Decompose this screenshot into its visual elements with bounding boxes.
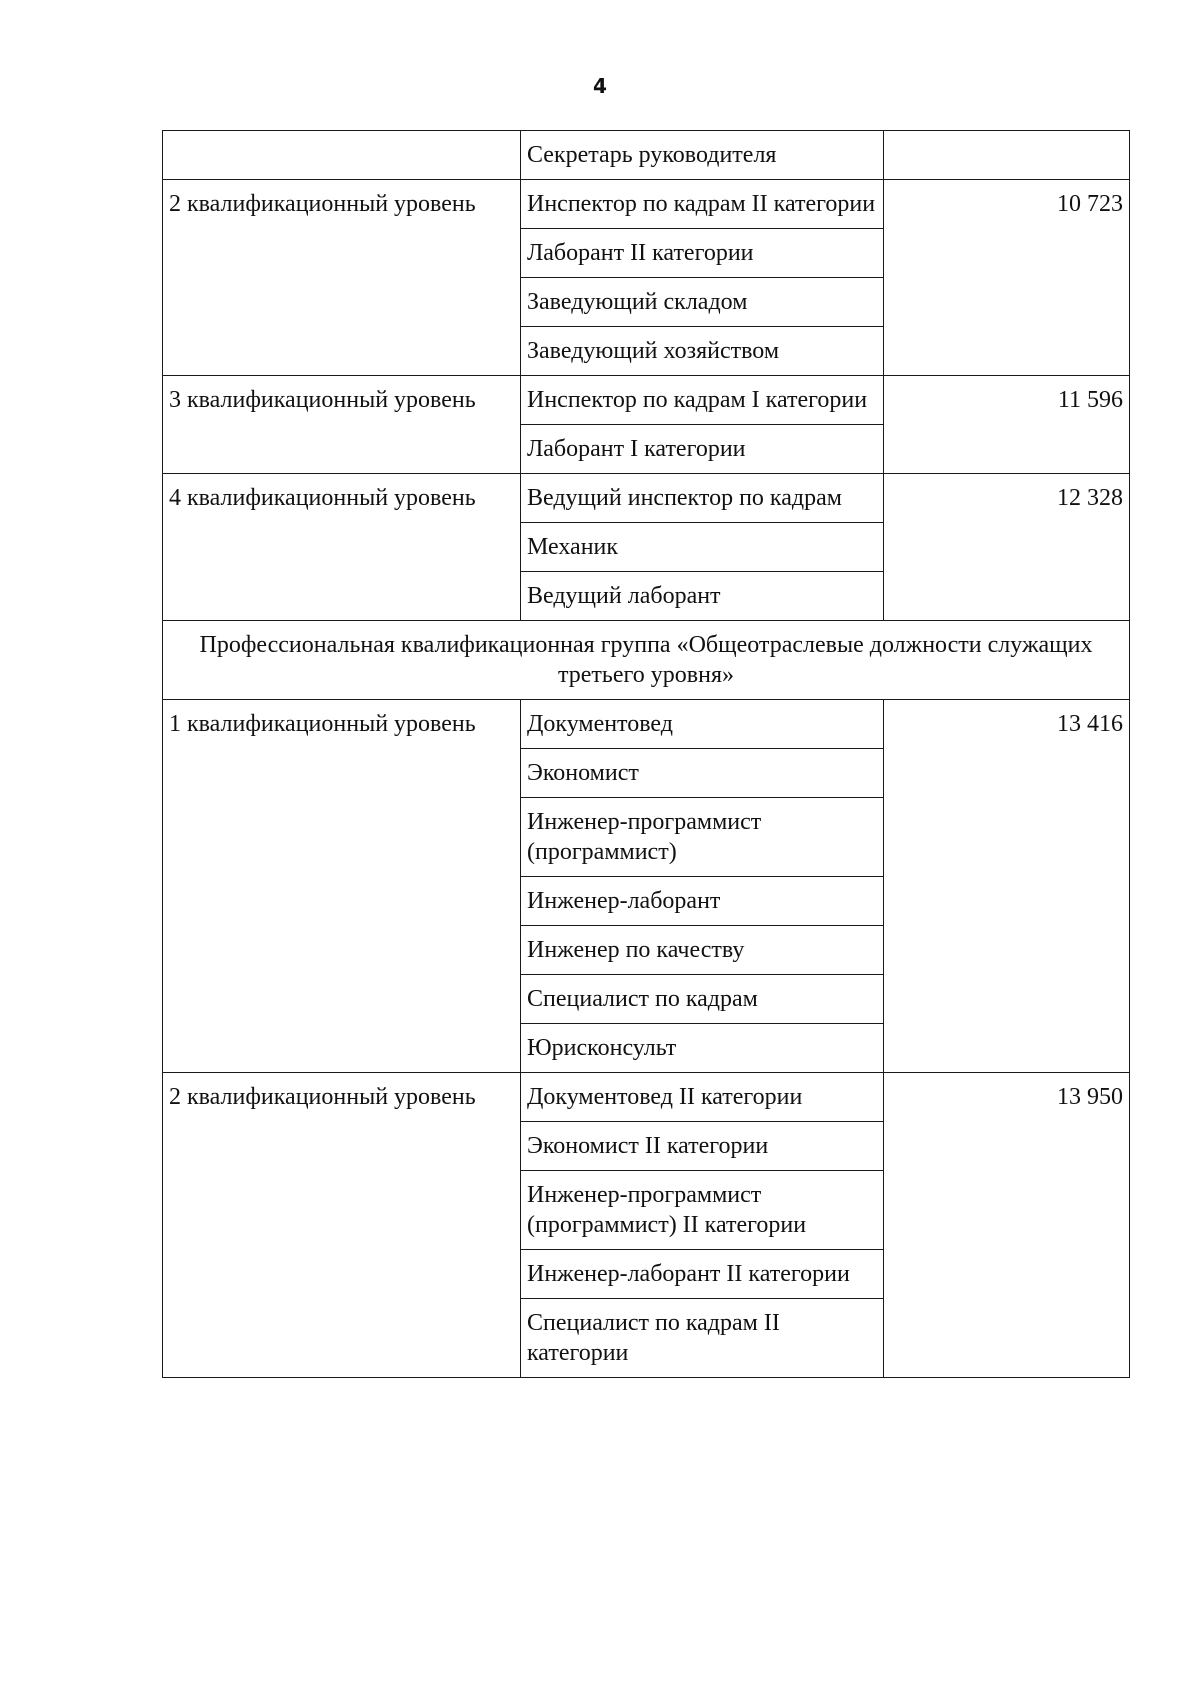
group-header: Профессиональная квалификационная группа «Общеотраслевые должности служащих третьего уровня» — [163, 621, 1130, 700]
position-name: Заведующий хозяйством — [521, 327, 884, 376]
qualification-level: 3 квалификационный уровень — [163, 376, 521, 474]
position-name: Документовед II категории — [521, 1073, 884, 1122]
table-row — [163, 376, 1130, 425]
position-name: Лаборант II категории — [521, 229, 884, 278]
position-name: Инспектор по кадрам II категории — [521, 180, 884, 229]
qualification-level: 4 квалификационный уровень — [163, 474, 521, 621]
position-name: Лаборант I категории — [521, 425, 884, 474]
position-name: Заведующий складом — [521, 278, 884, 327]
salary-amount: 13 416 — [884, 700, 1130, 1073]
salary-amount: 12 328 — [884, 474, 1130, 621]
salary-amount: 10 723 — [884, 180, 1130, 376]
page-number: 4 — [593, 74, 607, 98]
position-name: Ведущий лаборант — [521, 572, 884, 621]
position-name: Механик — [521, 523, 884, 572]
qualification-level — [163, 131, 521, 180]
salary-amount: 13 950 — [884, 1073, 1130, 1378]
position-name: Специалист по кадрам II категории — [521, 1299, 884, 1378]
position-name: Инженер-лаборант — [521, 877, 884, 926]
position-name: Секретарь руководителя — [521, 131, 884, 180]
table-row — [163, 180, 1130, 229]
position-name: Документовед — [521, 700, 884, 749]
position-name: Юрисконсульт — [521, 1024, 884, 1073]
qualification-level: 1 квалификационный уровень — [163, 700, 521, 1073]
position-name: Специалист по кадрам — [521, 975, 884, 1024]
position-name: Экономист — [521, 749, 884, 798]
qualification-level: 2 квалификационный уровень — [163, 1073, 521, 1378]
salary-amount: 11 596 — [884, 376, 1130, 474]
position-name: Инженер по качеству — [521, 926, 884, 975]
position-name: Инженер-программист (программист) — [521, 798, 884, 877]
position-name: Инженер-программист (программист) II категории — [521, 1171, 884, 1250]
position-name: Ведущий инспектор по кадрам — [521, 474, 884, 523]
table-row — [163, 474, 1130, 523]
position-name: Экономист II категории — [521, 1122, 884, 1171]
qualification-level: 2 квалификационный уровень — [163, 180, 521, 376]
table-body — [163, 131, 1130, 1378]
position-name: Инженер-лаборант II категории — [521, 1250, 884, 1299]
table-row — [163, 131, 1130, 180]
salary-amount — [884, 131, 1130, 180]
table-row — [163, 700, 1130, 749]
table-row — [163, 1073, 1130, 1122]
position-name: Инспектор по кадрам I категории — [521, 376, 884, 425]
group-header-row — [163, 621, 1130, 700]
salary-table — [162, 130, 1130, 1378]
